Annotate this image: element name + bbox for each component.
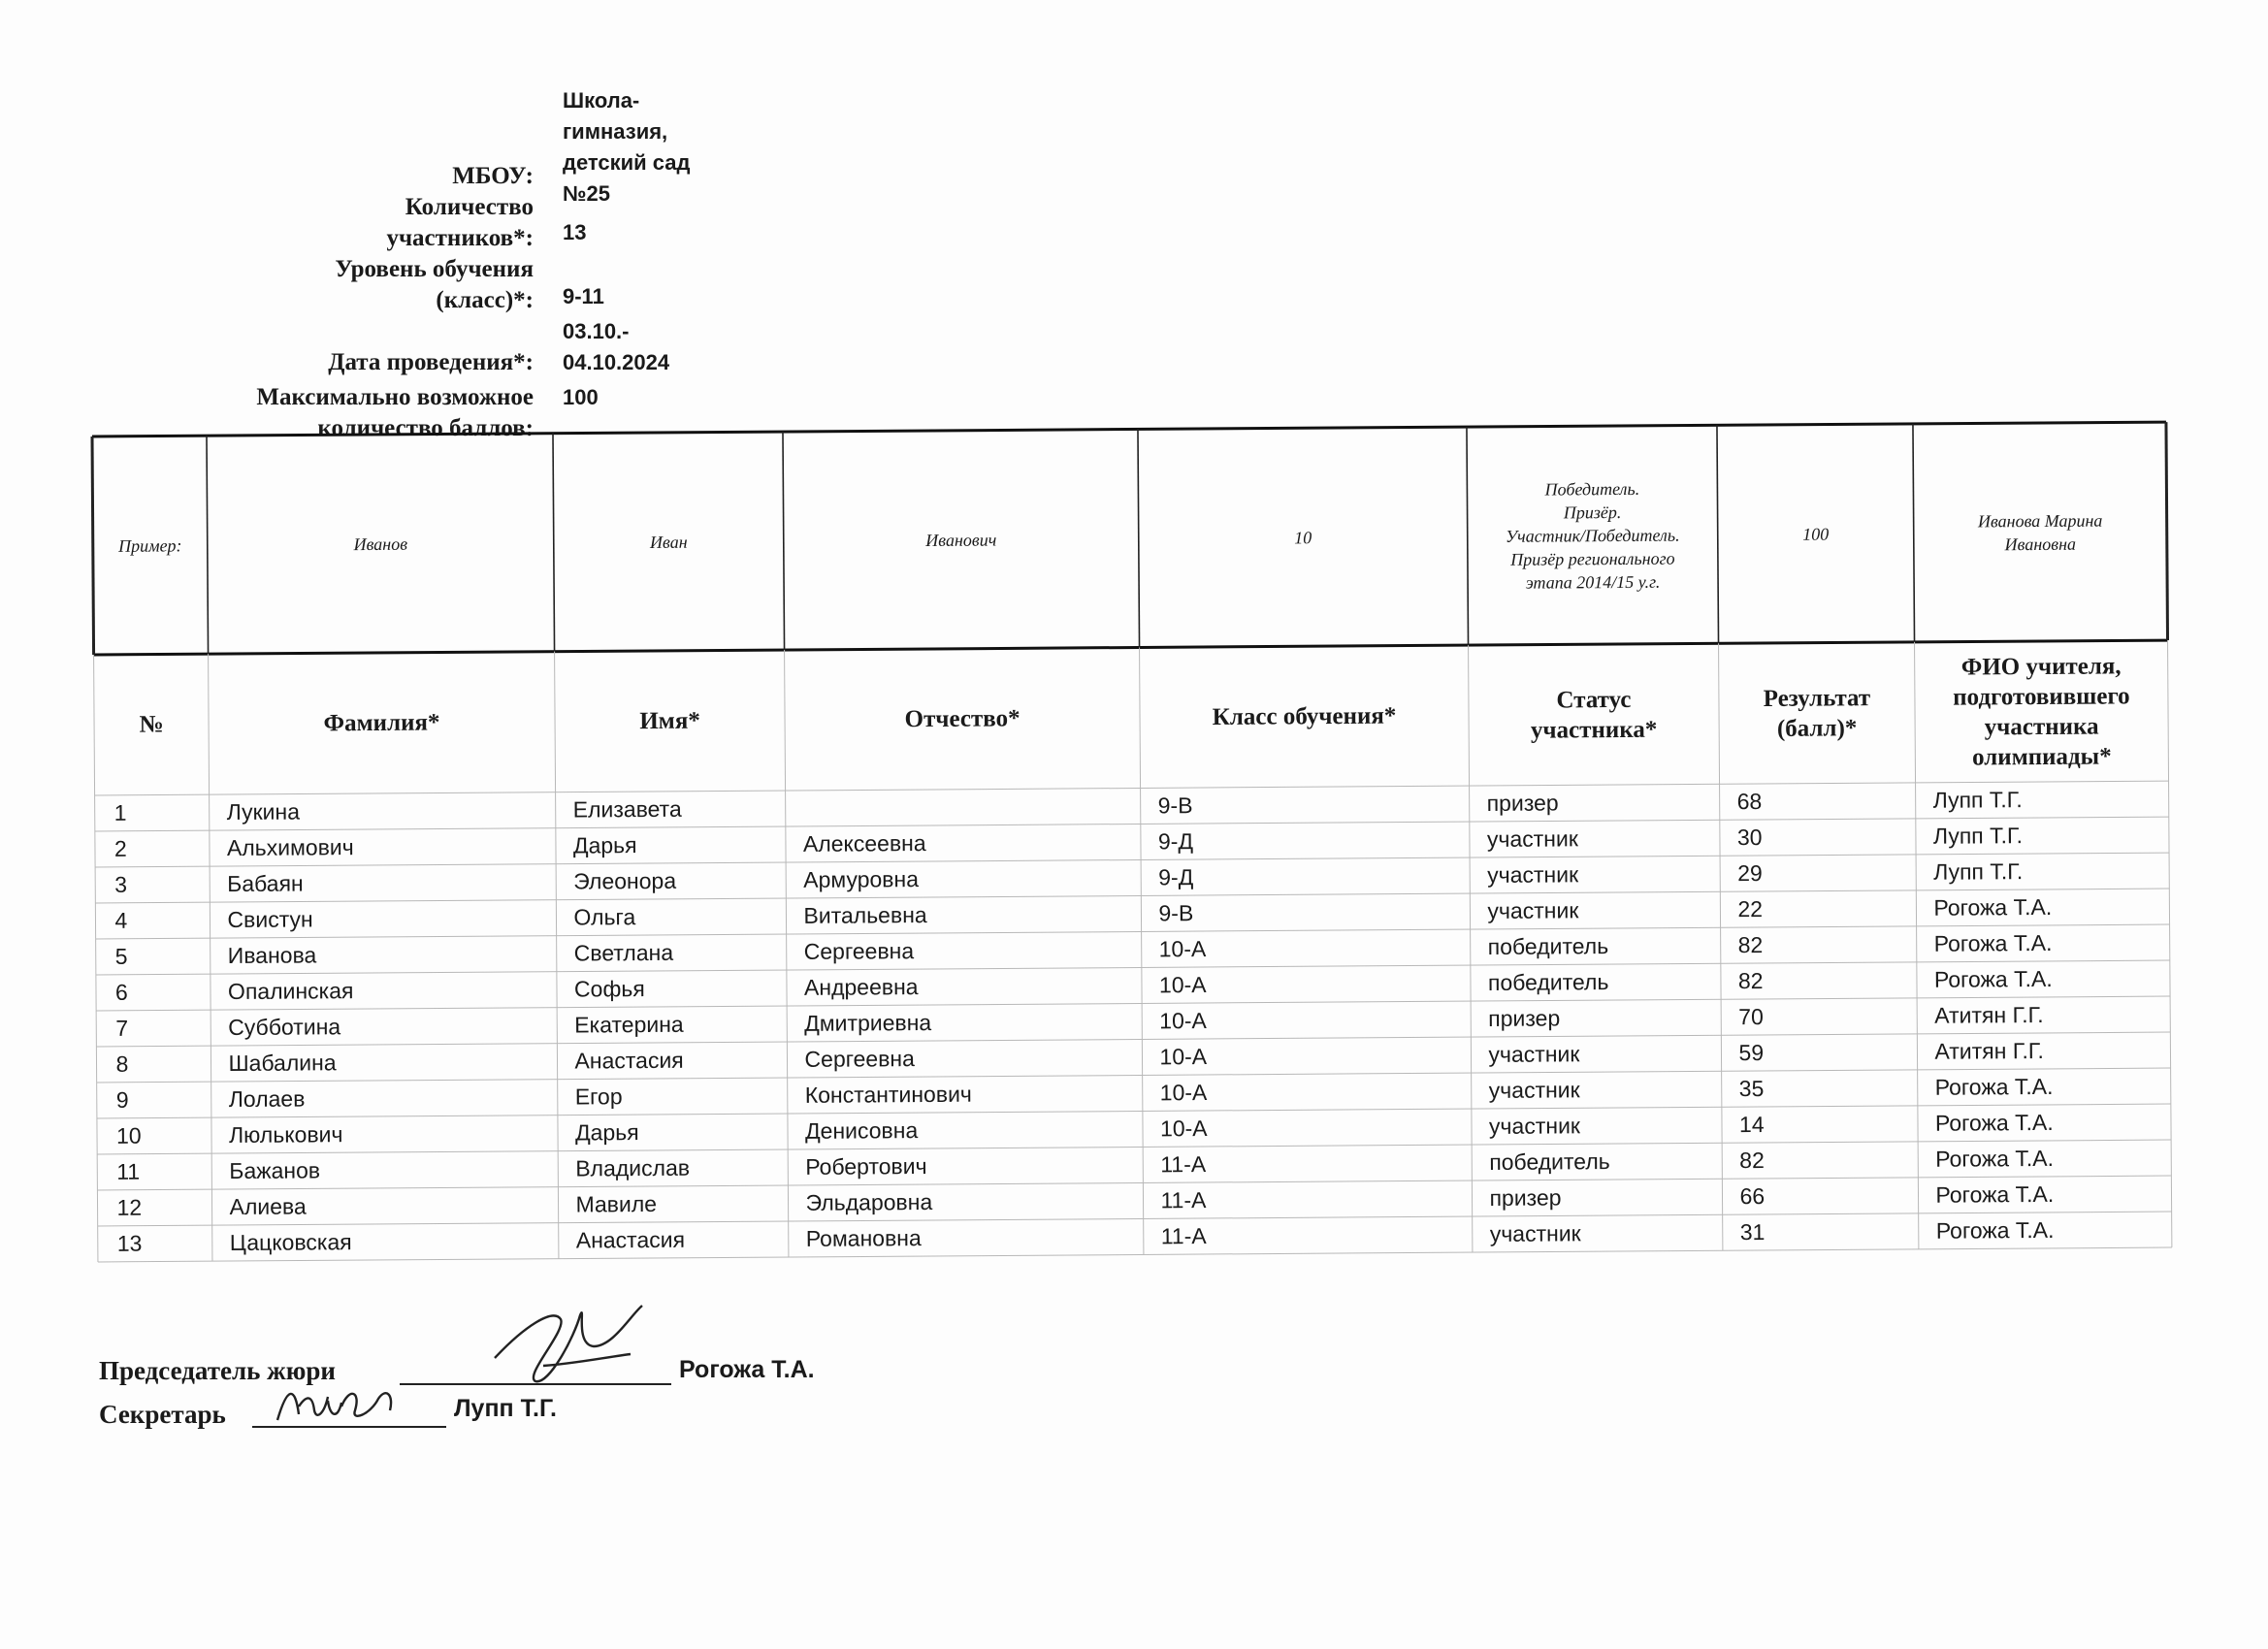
- date-value: 03.10.- 04.10.2024: [563, 319, 670, 374]
- cell-teacher: Рогожа Т.А.: [1935, 1180, 2055, 1208]
- cell-surname: Лукина: [226, 798, 301, 825]
- cell-score: 22: [1737, 895, 1764, 922]
- cell-surname: Лолаев: [228, 1085, 306, 1113]
- cell-teacher: Рогожа Т.А.: [1935, 1216, 2055, 1244]
- cell-score: 35: [1738, 1075, 1765, 1102]
- cell-number: 2: [113, 835, 127, 861]
- cell-class: 11-А: [1160, 1187, 1207, 1213]
- cell-class: 11-А: [1160, 1223, 1207, 1249]
- cell-number: 12: [116, 1194, 143, 1220]
- cell-patronymic: Сергеевна: [804, 1046, 915, 1072]
- cell-class: 10-А: [1159, 1043, 1208, 1070]
- cell-surname: Люлькович: [228, 1121, 343, 1148]
- cell-patronymic: [803, 788, 1137, 825]
- cell-teacher: Рогожа Т.А.: [1933, 929, 2053, 956]
- level-label: Уровень обучения (класс)*:: [335, 256, 534, 313]
- chair-name: Рогожа Т.А.: [679, 1356, 815, 1383]
- header-status: Статус участника*: [1530, 686, 1658, 744]
- cell-teacher: Атитян Г.Г.: [1934, 1001, 2044, 1028]
- cell-score: 82: [1737, 967, 1764, 994]
- cell-surname: Шабалина: [228, 1050, 337, 1077]
- example-column-divider: [783, 432, 785, 650]
- cell-number: 5: [114, 943, 128, 969]
- cell-teacher: Лупп Т.Г.: [1932, 823, 2024, 849]
- cell-teacher: Лупп Т.Г.: [1933, 858, 2024, 885]
- cell-number: 8: [115, 1051, 129, 1077]
- cell-first-name: Дарья: [574, 1119, 639, 1146]
- cell-class: 10-А: [1159, 1079, 1208, 1106]
- cell-score: 14: [1738, 1111, 1765, 1138]
- cell-score: 66: [1739, 1182, 1766, 1210]
- cell-number: 10: [115, 1122, 142, 1148]
- cell-first-name: Егор: [574, 1083, 623, 1110]
- cell-surname: Алиева: [229, 1193, 307, 1220]
- cell-number: 9: [115, 1086, 129, 1113]
- mbou-value: Школа- гимназия, детский сад №25: [563, 88, 691, 206]
- mbou-label: МБОУ:: [452, 163, 534, 189]
- cell-class: 9-В: [1158, 900, 1194, 926]
- cell-class: 10-А: [1159, 1115, 1208, 1142]
- cell-surname: Бабаян: [227, 870, 304, 897]
- cell-patronymic: Денисовна: [804, 1117, 919, 1144]
- example-column-divider: [1717, 425, 1719, 643]
- cell-class: 9-Д: [1158, 864, 1194, 890]
- cell-teacher: Лупп Т.Г.: [1932, 787, 2023, 813]
- cell-number: 6: [114, 979, 128, 1005]
- example-cell-teacher: Иванова Марина Ивановна: [1977, 510, 2103, 554]
- header-first-name: Имя*: [639, 707, 700, 735]
- example-cell-class: 10: [1294, 527, 1312, 547]
- cell-status: участник: [1488, 1113, 1581, 1139]
- cell-score: 29: [1737, 859, 1763, 887]
- results-table: [92, 422, 2172, 1295]
- cell-class: 10-А: [1158, 971, 1207, 998]
- cell-first-name: Светлана: [573, 939, 674, 966]
- cell-patronymic: Армуровна: [803, 866, 920, 892]
- cell-patronymic: Робертович: [805, 1153, 927, 1180]
- example-column-divider: [2166, 422, 2168, 640]
- cell-status: призер: [1486, 790, 1559, 816]
- cell-patronymic: Андреевна: [803, 974, 919, 1000]
- cell-number: 3: [114, 871, 128, 897]
- cell-patronymic: Алексеевна: [802, 830, 926, 857]
- participants-count-value: 13: [563, 220, 587, 244]
- cell-score: 59: [1738, 1039, 1765, 1066]
- chair-signature: [485, 1298, 660, 1395]
- example-cell-first-name: Иван: [649, 532, 688, 552]
- cell-score: 82: [1739, 1147, 1765, 1174]
- cell-status: участник: [1487, 897, 1579, 923]
- header-surname: Фамилия*: [323, 709, 440, 737]
- cell-status: победитель: [1487, 969, 1609, 995]
- example-cell-score: 100: [1802, 524, 1830, 544]
- secretary-label: Секретарь: [99, 1400, 226, 1429]
- cell-status: участник: [1488, 1077, 1580, 1103]
- cell-number: 13: [116, 1230, 143, 1256]
- cell-teacher: Рогожа Т.А.: [1933, 965, 2053, 992]
- cell-first-name: Елизавета: [572, 795, 682, 823]
- cell-teacher: Рогожа Т.А.: [1934, 1073, 2054, 1100]
- chair-label: Председатель жюри: [99, 1356, 336, 1385]
- cell-status: участник: [1488, 1041, 1580, 1067]
- cell-patronymic: Романовна: [805, 1225, 922, 1251]
- example-column-divider: [553, 434, 555, 652]
- cell-surname: Субботина: [228, 1014, 341, 1041]
- cell-score: 82: [1737, 931, 1764, 958]
- cell-first-name: Дарья: [572, 832, 637, 858]
- cell-teacher: Атитян Г.Г.: [1934, 1037, 2044, 1064]
- date-label: Дата проведения*:: [328, 349, 534, 375]
- cell-number: 4: [114, 907, 128, 933]
- cell-score: 68: [1736, 788, 1763, 815]
- cell-patronymic: Сергеевна: [803, 938, 915, 964]
- example-cell-patronymic: Иванович: [925, 529, 997, 550]
- cell-teacher: Рогожа Т.А.: [1934, 1109, 2054, 1136]
- cell-teacher: Рогожа Т.А.: [1933, 893, 2053, 921]
- example-column-divider: [1913, 424, 1915, 642]
- max-score-label: Максимально возможное количество баллов:: [256, 384, 534, 441]
- header-number: №: [139, 711, 164, 738]
- cell-teacher: Рогожа Т.А.: [1935, 1145, 2055, 1172]
- header-teacher: ФИО учителя, подготовившего участника олимпиады*: [1953, 652, 2130, 770]
- cell-first-name: Мавиле: [575, 1190, 658, 1217]
- cell-class: 11-А: [1160, 1151, 1207, 1178]
- cell-status: победитель: [1487, 933, 1609, 959]
- cell-number: 1: [113, 799, 127, 825]
- cell-surname: Цацковская: [229, 1229, 352, 1256]
- cell-score: 70: [1738, 1003, 1764, 1030]
- cell-number: 11: [116, 1158, 141, 1184]
- cell-first-name: Анастасия: [575, 1226, 686, 1253]
- cell-status: участник: [1486, 825, 1578, 852]
- secretary-name: Лупп Т.Г.: [454, 1395, 557, 1422]
- cell-score: 30: [1736, 824, 1763, 851]
- cell-status: призер: [1488, 1005, 1561, 1031]
- cell-first-name: Владислав: [575, 1154, 691, 1181]
- cell-class: 10-А: [1158, 935, 1207, 962]
- cell-first-name: Анастасия: [574, 1047, 684, 1074]
- level-value: 9-11: [563, 284, 604, 308]
- cell-status: участник: [1489, 1220, 1581, 1246]
- cell-number: 7: [115, 1015, 129, 1041]
- cell-class: 9-В: [1157, 792, 1193, 819]
- cell-surname: Свистун: [227, 906, 313, 933]
- cell-first-name: Софья: [573, 976, 645, 1002]
- cell-first-name: Элеонора: [573, 867, 677, 894]
- example-column-divider: [207, 436, 209, 654]
- cell-first-name: Екатерина: [574, 1011, 684, 1038]
- cell-patronymic: Дмитриевна: [804, 1009, 932, 1036]
- cell-surname: Опалинская: [227, 978, 354, 1005]
- cell-surname: Бажанов: [229, 1157, 321, 1184]
- header-score: Результат (балл)*: [1763, 684, 1871, 742]
- cell-patronymic: Эльдаровна: [805, 1188, 933, 1215]
- example-column-divider: [92, 436, 94, 655]
- example-cell-surname: Иванов: [353, 534, 408, 554]
- header-patronymic: Отчество*: [904, 705, 1021, 733]
- secretary-signature: [274, 1377, 419, 1436]
- cell-score: 31: [1739, 1218, 1766, 1245]
- cell-surname: Альхимович: [226, 834, 354, 861]
- cell-first-name: Ольга: [573, 904, 636, 930]
- example-column-divider: [1138, 429, 1140, 647]
- max-score-value: 100: [563, 385, 599, 409]
- cell-class: 9-Д: [1157, 828, 1194, 855]
- cell-status: призер: [1489, 1184, 1562, 1211]
- cell-class: 10-А: [1159, 1007, 1207, 1034]
- cell-patronymic: Витальевна: [803, 902, 927, 928]
- cell-status: участник: [1487, 861, 1579, 888]
- cell-status: победитель: [1489, 1148, 1610, 1175]
- example-cell-number: Пример:: [117, 534, 182, 556]
- example-cell-status: Победитель. Призёр. Участник/Победитель. Призёр регионального этапа 2014/15 у.г.: [1505, 478, 1680, 593]
- cell-patronymic: Константинович: [804, 1081, 972, 1108]
- participants-count-label: Количество участников*:: [386, 194, 534, 251]
- header-class: Класс обучения*: [1212, 702, 1397, 730]
- example-column-divider: [1467, 427, 1469, 645]
- cell-surname: Иванова: [227, 942, 317, 969]
